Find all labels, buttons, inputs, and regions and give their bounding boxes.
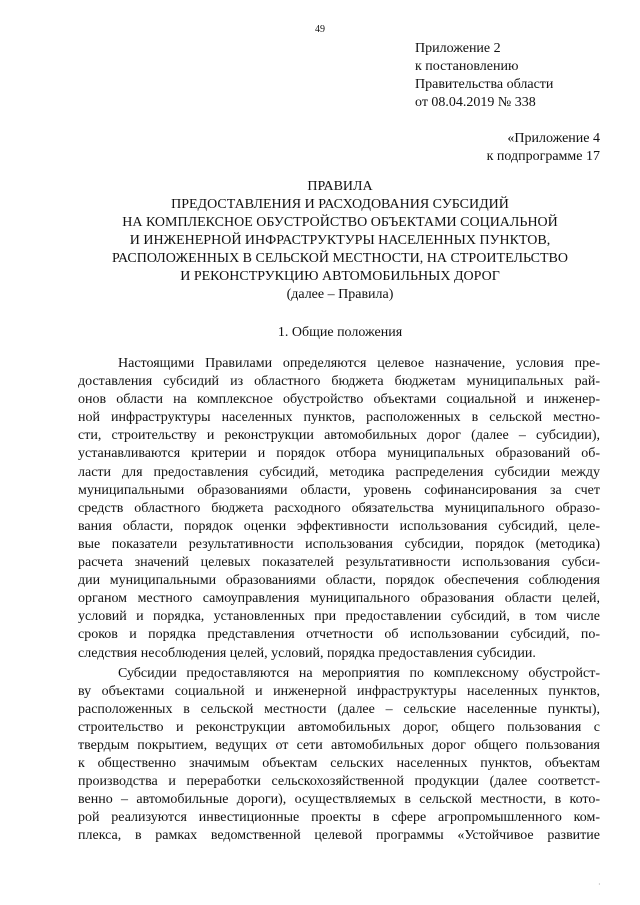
text-line: расчета значений целевых показателей результативности использования субси-	[78, 555, 600, 571]
title-line: РАСПОЛОЖЕННЫХ В СЕЛЬСКОЙ МЕСТНОСТИ, НА СТРОИТЕЛЬСТВО	[112, 251, 568, 266]
text-line: условий и порядка, установленных при предоставлении субсидий, в том числе	[78, 609, 600, 625]
reference-line: «Приложение 4	[507, 131, 600, 146]
text-line: венно – автомобильные дороги), осуществляемых в сельской местности, в кото-	[78, 792, 600, 808]
title-note: (далее – Правила)	[286, 287, 394, 302]
text-line: ласти для предоставления субсидий, методика распределения субсидии между	[78, 464, 600, 480]
text-line: устанавливаются критерии и порядок отбора муниципальных образований об-	[78, 446, 600, 462]
text-line: дии муниципальными образованиями области, порядок обеспечения соблюдения	[78, 573, 600, 589]
title-line: ПРЕДОСТАВЛЕНИЯ И РАСХОДОВАНИЯ СУБСИДИЙ	[171, 197, 509, 212]
text-line: вые показатели результативности использования субсидии, порядок (методика)	[78, 536, 600, 552]
page-number: 49	[315, 24, 325, 35]
text-line: ву объектами социальной и инженерной инфраструктуры населенных пунктов,	[78, 683, 600, 699]
appendix-block	[415, 40, 553, 112]
text-line: рой реализуются инвестиционные проекты в сфере агропромышленного ком-	[78, 810, 600, 826]
text-line: сроков и порядка представления отчетности об использовании субсидий, по-	[78, 627, 600, 643]
appendix-line: Правительства области	[415, 77, 554, 92]
text-line: расположенных в сельской местности (далее – сельские населенные пункты),	[78, 701, 600, 717]
title-line: НА КОМПЛЕКСНОЕ ОБУСТРОЙСТВО ОБЪЕКТАМИ СОЦИАЛЬНОЙ	[122, 215, 558, 230]
subprogram-reference	[487, 130, 600, 166]
text-line: Субсидии предоставляются на мероприятия по комплексному обустройст-	[118, 665, 600, 681]
section-heading: 1. Общие положения	[277, 325, 403, 340]
text-line: ной инфраструктуры населенных пунктов, расположенных в сельской местно-	[78, 410, 600, 426]
reference-line: к подпрограмме 17	[486, 149, 600, 164]
text-line: к общественно значимым объектам сельских населенных пунктов, объектам	[78, 756, 600, 772]
appendix-line: Приложение 2	[415, 41, 501, 56]
scan-mark: ·	[598, 880, 601, 889]
text-line: строительство и реконструкции автомобильных дорог, общего пользования с	[78, 719, 600, 735]
title-line: ПРАВИЛА	[307, 179, 373, 194]
paragraph-1	[78, 355, 600, 663]
text-line: твердым покрытием, ведущих от сети автомобильных дорог общего пользования	[78, 737, 600, 753]
paragraph-2	[78, 665, 600, 846]
title-line: И РЕКОНСТРУКЦИЮ АВТОМОБИЛЬНЫХ ДОРОГ	[180, 269, 500, 284]
appendix-line: к постановлению	[415, 59, 519, 74]
text-line: сти, строительству и реконструкции автомобильных дорог (далее – субсидии),	[78, 428, 600, 444]
text-line: муниципальными образованиями области, уровень софинансирования за счет	[78, 482, 600, 498]
text-line: доставления субсидий из областного бюджета бюджетам муниципальных рай-	[78, 374, 600, 390]
text-line: средств областного бюджета расходного обязательства муниципального образо-	[78, 500, 600, 516]
text-line: следствия несоблюдения целей, условий, порядка предоставления субсидии.	[78, 645, 536, 661]
text-line: онов области на комплексное обустройство объектами социальной и инженер-	[78, 392, 600, 408]
text-line: производства и переработки сельскохозяйственной продукции (далее соответст-	[78, 774, 600, 790]
title-line: И ИНЖЕНЕРНОЙ ИНФРАСТРУКТУРЫ НАСЕЛЕННЫХ ПУНКТОВ,	[129, 233, 551, 248]
appendix-line: от 08.04.2019 № 338	[415, 95, 536, 110]
text-line: органом местного самоуправления муниципального образования области целей,	[78, 591, 600, 607]
text-line: плекса, в рамках ведомственной целевой программы «Устойчивое развитие	[78, 828, 600, 844]
text-line: Настоящими Правилами определяются целевое назначение, условия пре-	[118, 356, 600, 371]
body-text	[78, 355, 600, 846]
document-title	[80, 178, 600, 304]
text-line: вания области, порядок оценки эффективности использования субсидий, целе-	[78, 518, 600, 534]
